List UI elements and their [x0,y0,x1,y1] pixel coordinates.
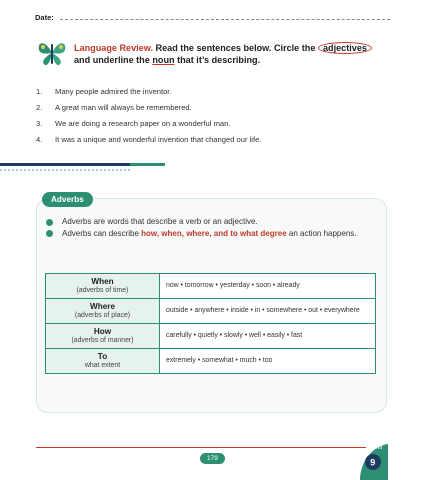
sentence-text: A great man will always be remembered. [55,103,192,112]
table-row [46,299,376,324]
review-instruction [74,42,394,66]
instruction-part2: and underline the [74,55,150,65]
page-number: 179 [200,453,225,464]
sentence-number: 4. [36,135,43,144]
table-row [46,349,376,374]
date-fill-line [60,19,390,20]
table-row [46,324,376,349]
adverb-subtitle: (adverbs of manner) [71,337,134,344]
adverb-subtitle: what extent [84,362,121,369]
bullet-item [44,229,379,240]
bullet-highlight: how, when, where, and to what degree [141,228,287,238]
butterfly-icon [36,38,68,68]
unit-badge [358,440,388,480]
review-title: Language Review. [74,43,154,53]
table-row [46,274,376,299]
adverb-type: When [91,277,114,286]
sentence-list [36,84,261,148]
bullet-text-pre: Adverbs can describe [62,228,142,238]
sentence-text: Many people admired the inventor. [55,87,172,96]
sentence-item [36,84,261,100]
row-header [46,324,160,349]
adverb-type: How [93,327,112,336]
sentence-number: 3. [36,119,43,128]
instruction-part1: Read the sentences below. Circle the [155,43,316,53]
row-header [46,299,160,324]
sentence-number: 2. [36,103,43,112]
adverb-type: To [97,352,108,361]
sentence-number: 1. [36,87,43,96]
unit-number: 9 [370,457,376,468]
bullet-item [44,217,379,228]
adverb-subtitle: (adverbs of place) [74,312,131,319]
adverb-subtitle: (adverbs of time) [76,287,129,294]
row-header [46,349,160,374]
date-label: Date: [35,13,54,22]
sentence-item [36,116,261,132]
bullet-dot-icon [46,219,53,226]
example-list: carefully • quietly • slowly • well • easily • fast [160,324,376,349]
sentence-text: We are doing a research paper on a wonderful man. [55,119,231,128]
adverbs-table [45,273,376,374]
bullet-text-post: an action happens. [286,228,357,238]
example-list: outside • anywhere • inside • in • somewhere • out • everywhere [160,299,376,324]
unit-label: unit [372,444,383,451]
footer-rule [36,447,366,448]
adverbs-heading: Adverbs [42,192,93,207]
section-divider [0,161,425,173]
instruction-part3: that it’s describing. [177,55,261,65]
example-list: now • tomorrow • yesterday • soon • already [160,274,376,299]
adverb-type: Where [89,302,116,311]
sentence-text: It was a unique and wonderful invention that changed our life. [55,135,262,144]
circled-word: adjectives [318,42,372,54]
underlined-word: noun [152,55,175,65]
bullet-text: Adverbs are words that describe a verb or an adjective. [62,217,258,226]
example-list: extremely • somewhat • much • too [160,349,376,374]
date-row [35,13,390,22]
adverbs-bullets [44,217,379,240]
bullet-dot-icon [46,230,53,237]
row-header [46,274,160,299]
sentence-item [36,132,261,148]
sentence-item [36,100,261,116]
